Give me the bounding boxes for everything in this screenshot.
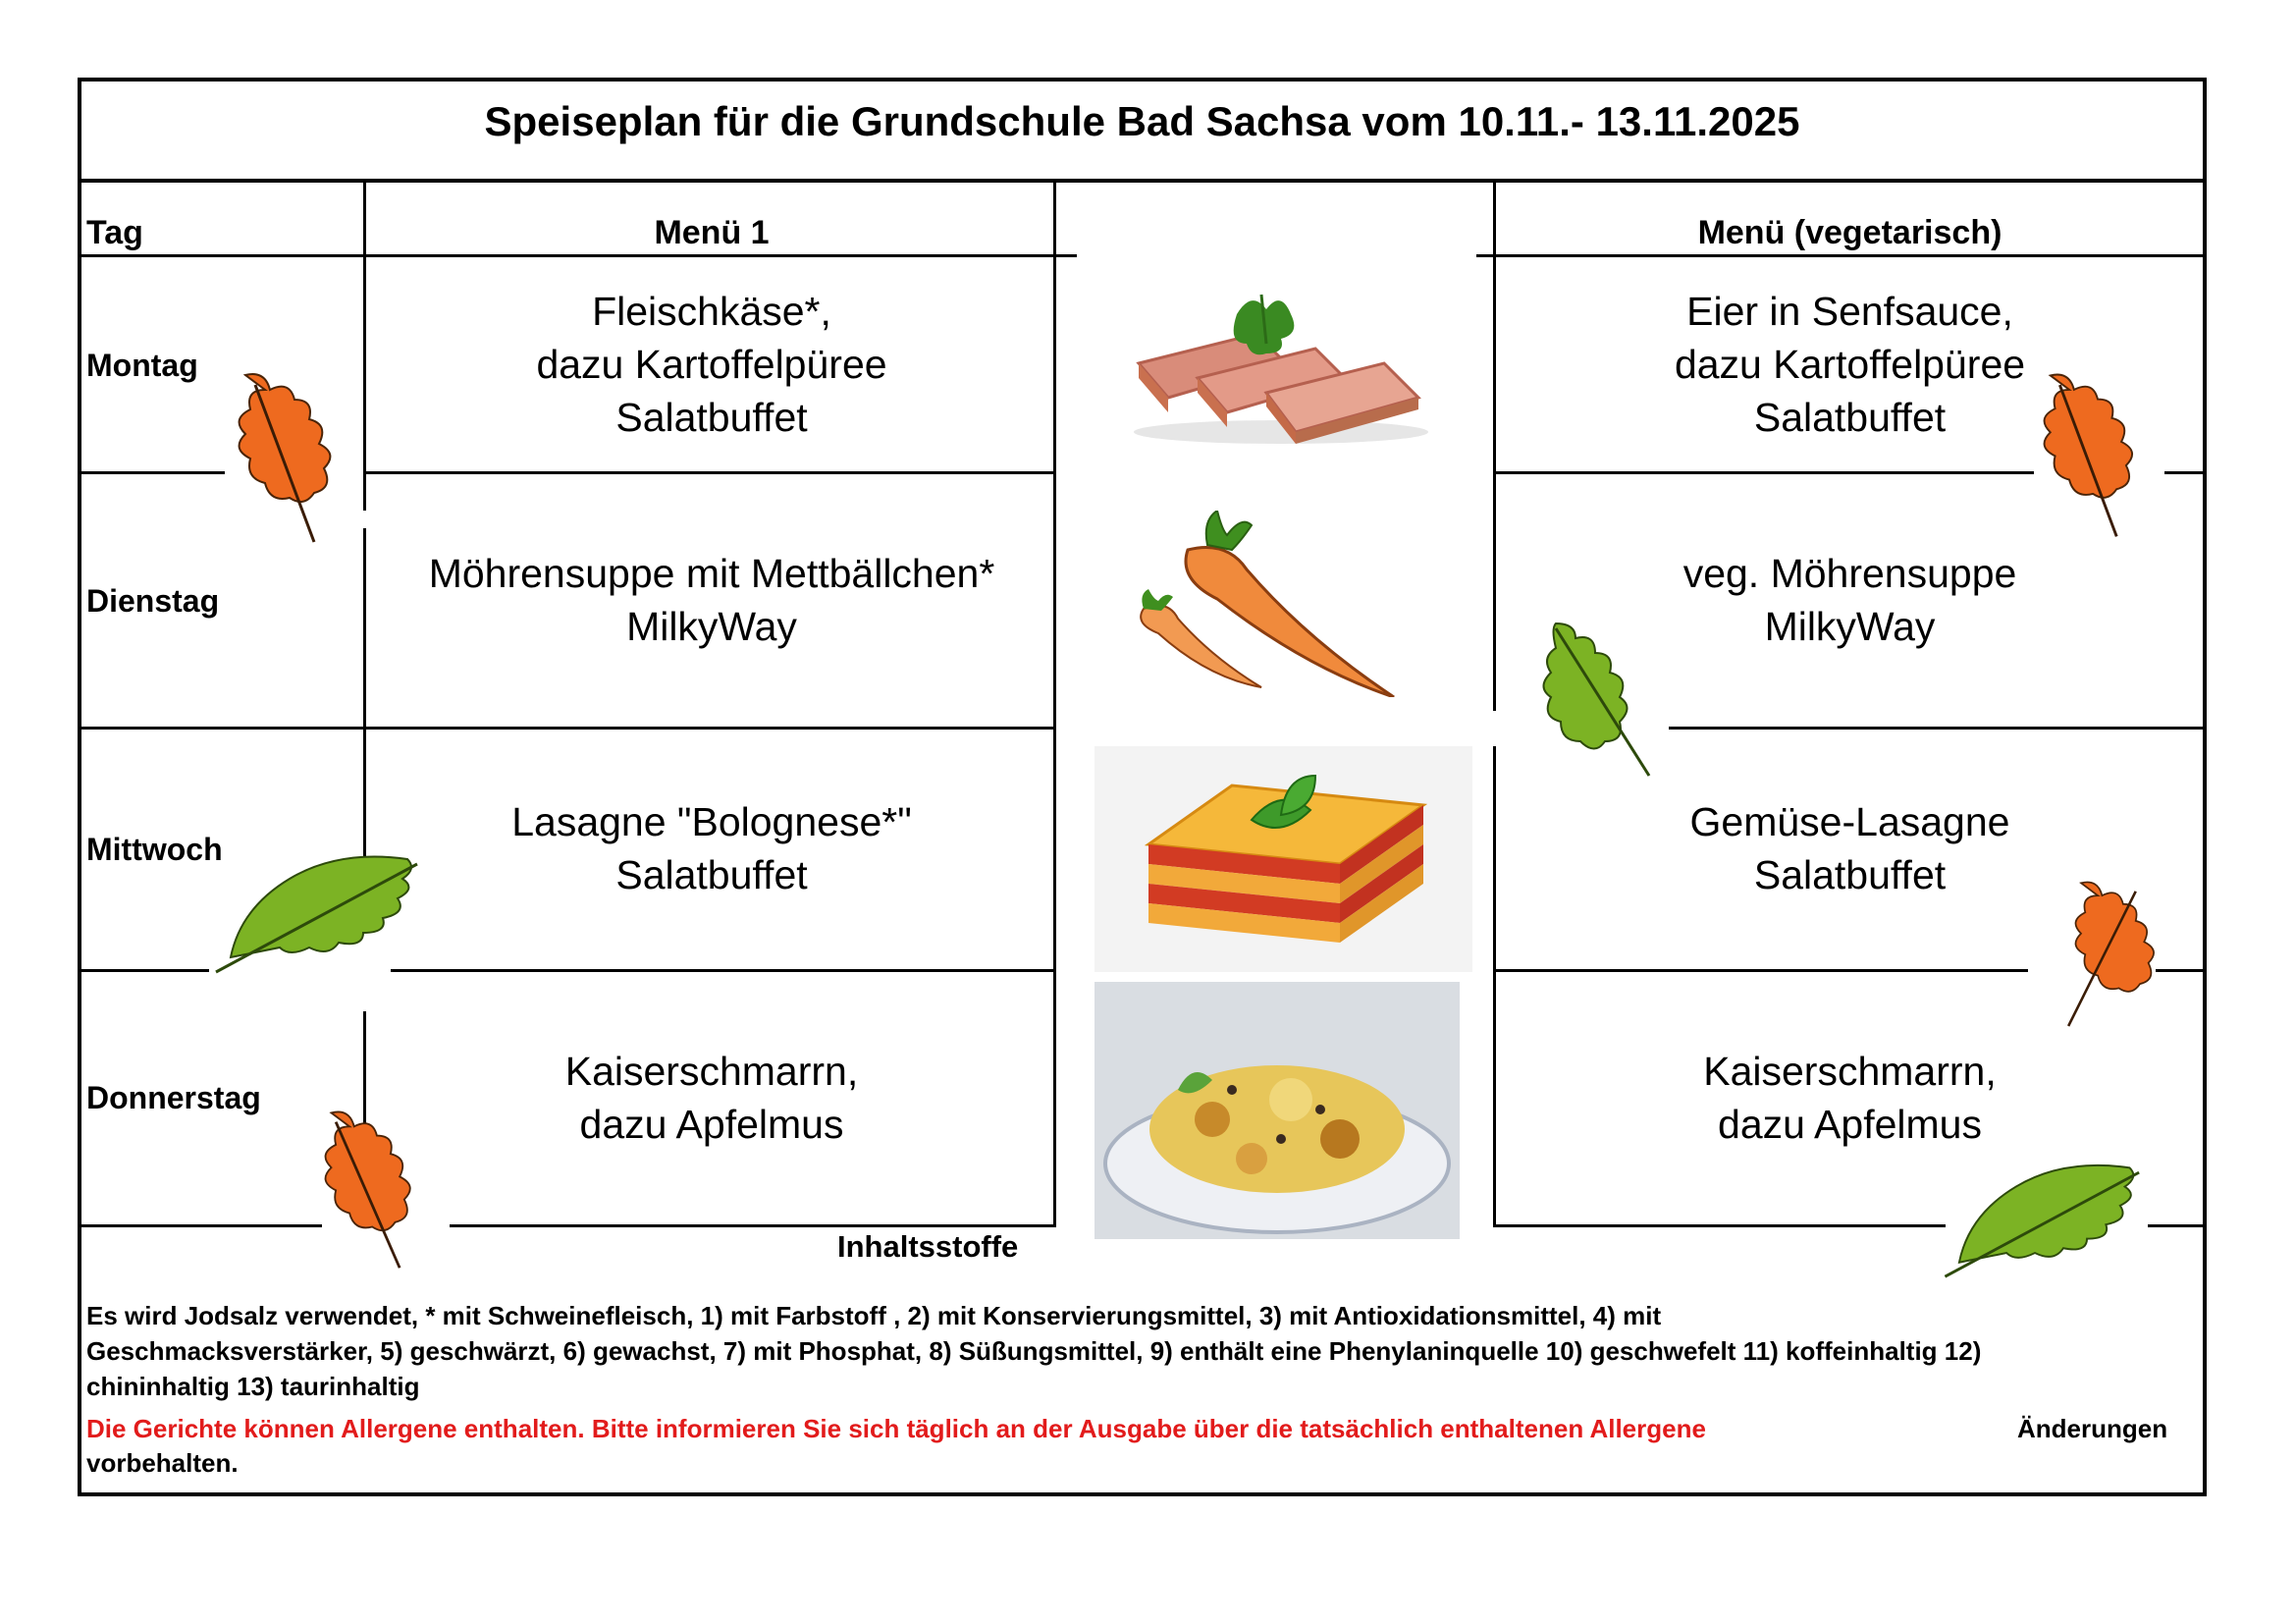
header-day: Tag [86, 214, 143, 251]
ingredients-label: Inhaltsstoffe [837, 1229, 1019, 1264]
menu1-thursday: Kaiserschmarrn, dazu Apfelmus [564, 1049, 859, 1147]
col-divider-images-1 [1493, 181, 1496, 711]
notes-line-2: Geschmacksverstärker, 5) geschwärzt, 6) gewachst, 7) mit Phosphat, 8) Süßungsmittel, 9) enthält eine Phenylaninquelle 10) geschwefelt 11) koffeinhaltig 12) [86, 1336, 1982, 1366]
allergen-warning: Die Gerichte können Allergene enthalten. Bitte informieren Sie sich täglich an der Ausgabe über die tatsächlich enthaltenen Allergene [86, 1414, 1706, 1443]
day-label-monday: Montag [86, 348, 198, 383]
day-label-thursday: Donnerstag [86, 1080, 261, 1115]
menu-veg-wednesday: Gemüse-Lasagne Salatbuffet [1689, 799, 2010, 897]
notes-line-3: chininhaltig 13) taurinhaltig [86, 1372, 420, 1401]
row-divider-1-mid [363, 471, 1056, 474]
orange-oak-leaf-icon [211, 365, 348, 547]
menu-veg-monday: Eier in Senfsauce, dazu Kartoffelpüree Salatbuffet [1674, 289, 2026, 440]
menu-veg-tuesday: veg. Möhrensuppe MilkyWay [1682, 551, 2017, 649]
kaiserschmarrn-photo [1095, 982, 1460, 1239]
row-divider-4-mid [450, 1224, 1056, 1227]
orange-oak-leaf-icon [2052, 874, 2169, 1031]
green-oak-leaf-icon [211, 839, 437, 977]
header-divider-left [80, 254, 1077, 257]
lasagna-icon [1095, 746, 1472, 972]
header-menu1: Menü 1 [654, 214, 770, 251]
header-divider-right [1476, 254, 2205, 257]
reserved-notice: vorbehalten. [86, 1448, 239, 1478]
row-divider-4-right [1496, 1224, 1946, 1227]
orange-oak-leaf-icon [299, 1100, 427, 1276]
header-menu-veg: Menü (vegetarisch) [1697, 214, 2002, 251]
day-label-tuesday: Dienstag [86, 583, 220, 619]
green-oak-leaf-icon [1526, 614, 1654, 781]
title-divider [80, 179, 2205, 183]
col-divider-images-2 [1493, 746, 1496, 1227]
row-divider-3-right [1496, 969, 2028, 972]
row-divider-2-right [1669, 727, 2205, 730]
menu1-monday: Fleischkäse*, dazu Kartoffelpüree Salatbuffet [536, 289, 887, 440]
changes-notice: Änderungen [2017, 1414, 2168, 1443]
row-divider-1-left [80, 471, 225, 474]
notes-line-1: Es wird Jodsalz verwendet, * mit Schweinefleisch, 1) mit Farbstoff , 2) mit Konservierungsmittel, 3) mit Antioxidationsmittel, 4) mit [86, 1301, 1662, 1330]
green-oak-leaf-icon [1939, 1149, 2160, 1281]
row-divider-3-mid [391, 969, 1056, 972]
menu-veg-thursday: Kaiserschmarrn, dazu Apfelmus [1703, 1049, 1997, 1147]
row-divider-1-right [1496, 471, 2034, 474]
page-title: Speiseplan für die Grundschule Bad Sachsa vom 10.11.- 13.11.2025 [484, 98, 1800, 144]
orange-oak-leaf-icon [2017, 365, 2150, 542]
row-divider-1-end [2164, 471, 2205, 474]
menu1-tuesday: Möhrensuppe mit Mettbällchen* MilkyWay [428, 551, 995, 649]
carrots-icon [1124, 511, 1409, 697]
sliced-meatloaf-icon [1119, 285, 1443, 452]
row-divider-3-left [80, 969, 209, 972]
row-divider-2-left [80, 727, 1056, 730]
row-divider-4-left [80, 1224, 322, 1227]
day-label-wednesday: Mittwoch [86, 832, 223, 867]
menu1-wednesday: Lasagne "Bolognese*" Salatbuffet [511, 799, 912, 897]
